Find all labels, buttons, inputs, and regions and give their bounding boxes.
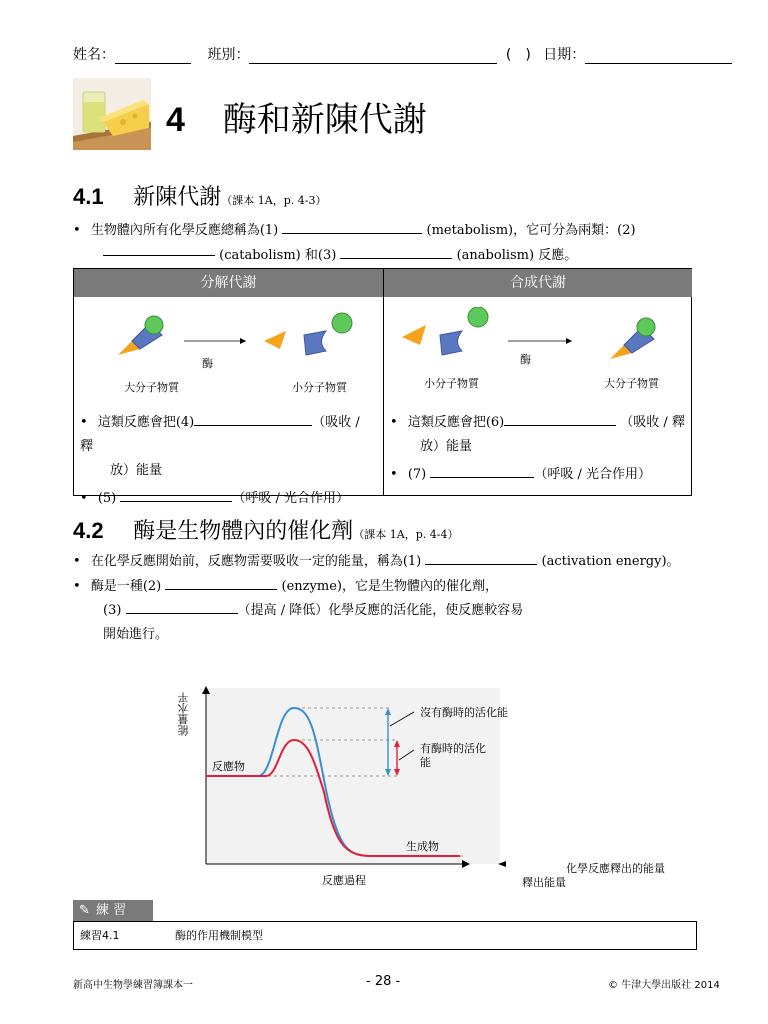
text: （吸收 / 釋 xyxy=(620,415,685,430)
energy-released-label: 釋出能量 xyxy=(522,876,566,889)
practice-box xyxy=(73,921,697,950)
enzyme-label-right: 酶 xyxy=(520,353,531,366)
pencil-icon: ✎ xyxy=(79,903,90,918)
blank-number: (1) xyxy=(259,223,279,238)
right-bullet-2: • (7) （呼吸 / 光合作用） xyxy=(390,467,652,482)
answer-blank-4[interactable] xyxy=(194,413,312,426)
chapter-heading xyxy=(166,92,427,141)
number-paren: ( ) xyxy=(505,47,531,63)
text: 這類反應會把(4) xyxy=(97,415,195,430)
blank-number: (3) xyxy=(317,248,337,263)
bullet-dot: • xyxy=(73,223,81,238)
section-title: 酶是生物體內的催化劑 xyxy=(133,519,354,544)
chapter-number: 4 xyxy=(166,101,185,139)
answer-blank-6[interactable] xyxy=(504,413,616,426)
date-label: 日期： xyxy=(543,47,586,63)
answer-blank-s42-1[interactable] xyxy=(425,552,537,565)
footer-right: © 牛津大學出版社 2014 xyxy=(608,980,720,991)
text: 開始進行。 xyxy=(103,627,169,642)
text: 在化學反應開始前，反應物需要吸收一定的能量，稱為 xyxy=(90,554,403,569)
caption-large-molecule-left: 大分子物質 xyxy=(124,381,179,394)
enzyme-label-left: 酶 xyxy=(202,357,213,370)
y-axis-label: 能量水平 xyxy=(177,692,190,736)
practice-item-number: 練習4.1 xyxy=(80,929,120,942)
text: 酶是一種 xyxy=(90,579,143,594)
name-blank[interactable] xyxy=(115,50,191,64)
blank-number: (7) xyxy=(407,467,427,482)
practice-item-text[interactable]: 酶的作用機制模型 xyxy=(175,929,263,942)
chapter-image xyxy=(73,78,151,150)
date-blank[interactable] xyxy=(585,50,732,64)
catabolism-diagram xyxy=(114,309,354,359)
answer-blank-3[interactable] xyxy=(340,246,452,259)
reactant-label: 反應物 xyxy=(212,760,245,773)
metabolism-table xyxy=(73,268,692,506)
text: (enzyme)，它是生物體內的催化劑， xyxy=(281,579,498,594)
caption-large-molecule-right: 大分子物質 xyxy=(604,377,659,390)
text: (activation energy)。 xyxy=(541,554,680,569)
blank-number: (1) xyxy=(402,554,422,569)
text: 放）能量 xyxy=(420,439,473,454)
text: 放）能量 xyxy=(110,463,163,478)
right-bullets xyxy=(390,411,686,487)
col-header-anabolism: 合成代謝 xyxy=(384,269,692,297)
caption-small-molecule-left: 小分子物質 xyxy=(292,381,347,394)
text: 這類反應會把(6) xyxy=(407,415,505,430)
answer-blank-5[interactable] xyxy=(120,489,232,502)
text: （呼吸 / 光合作用） xyxy=(534,467,652,482)
answer-blank-2[interactable] xyxy=(103,243,215,256)
answer-blank-s42-2[interactable] xyxy=(165,577,277,590)
textbook-ref: （課本 1A，p. 4-4） xyxy=(353,528,459,541)
product-label: 生成物 xyxy=(406,840,439,853)
right-bullet-1: • 這類反應會把(6) （吸收 / 釋 放）能量 xyxy=(390,415,685,454)
no-enzyme-label: 沒有酶時的活化能 xyxy=(420,706,508,719)
answer-blank-1[interactable] xyxy=(282,221,422,234)
left-bullet-2: • (5) （呼吸 / 光合作用） xyxy=(80,491,350,506)
practice-tab-label: 練 習 xyxy=(96,903,127,918)
footer-left: 新高中生物學練習簿課本一 xyxy=(73,980,193,991)
chapter-title: 酶和新陳代謝 xyxy=(222,100,427,140)
released-label: 化學反應釋出的能量 xyxy=(566,862,665,875)
energy-diagram xyxy=(170,680,710,890)
x-axis-label: 反應過程 xyxy=(322,874,366,887)
class-label: 班別： xyxy=(207,47,250,63)
text: (anabolism) 反應。 xyxy=(456,248,578,263)
section-number: 4.2 xyxy=(73,518,104,543)
left-bullet-1: • 這類反應會把(4) （吸收 / 釋 放）能量 xyxy=(80,415,360,478)
blank-number: (5) xyxy=(97,491,117,506)
with-enzyme-label: 有酶時的活化能 xyxy=(420,742,486,769)
answer-blank-s42-3[interactable] xyxy=(126,601,238,614)
practice-tab[interactable] xyxy=(73,900,153,921)
bullet-activation-energy: • 在化學反應開始前，反應物需要吸收一定的能量，稱為(1) (activation energy)。 xyxy=(73,554,680,569)
header-line xyxy=(73,44,732,64)
text: (metabolism)，它可分為兩類： xyxy=(426,223,618,238)
section-4-2-heading xyxy=(73,514,458,545)
blank-number: (3) xyxy=(103,603,122,618)
section-4-1-heading xyxy=(73,180,326,211)
bullet-enzyme: • 酶是一種(2) (enzyme)，它是生物體內的催化劑， (3) （提高 / 降低）化學反應的活化能，使反應較容易 開始進行。 xyxy=(73,579,524,642)
class-blank[interactable] xyxy=(249,50,497,64)
bullet-metabolism xyxy=(73,218,693,268)
text: （吸收 / 釋 xyxy=(80,415,360,454)
footer-page-number: - 28 - xyxy=(366,974,401,989)
column-divider xyxy=(383,269,384,495)
caption-small-molecule-right: 小分子物質 xyxy=(424,377,479,390)
anabolism-diagram xyxy=(400,307,670,363)
text: （提高 / 降低）化學反應的活化能，使反應較容易 xyxy=(237,603,524,618)
blank-number: (2) xyxy=(142,579,162,594)
answer-blank-7[interactable] xyxy=(430,465,534,478)
text: 生物體內所有化學反應總稱為 xyxy=(90,223,260,238)
section-number: 4.1 xyxy=(73,184,104,209)
name-label: 姓名： xyxy=(73,47,115,63)
text: （呼吸 / 光合作用） xyxy=(232,491,350,506)
blank-number: (2) xyxy=(617,223,636,238)
col-header-catabolism: 分解代謝 xyxy=(74,269,383,297)
left-bullets xyxy=(80,411,376,511)
textbook-ref: （課本 1A，p. 4-3） xyxy=(221,194,327,207)
text: (catabolism) 和 xyxy=(219,248,318,263)
section-title: 新陳代謝 xyxy=(133,185,222,210)
